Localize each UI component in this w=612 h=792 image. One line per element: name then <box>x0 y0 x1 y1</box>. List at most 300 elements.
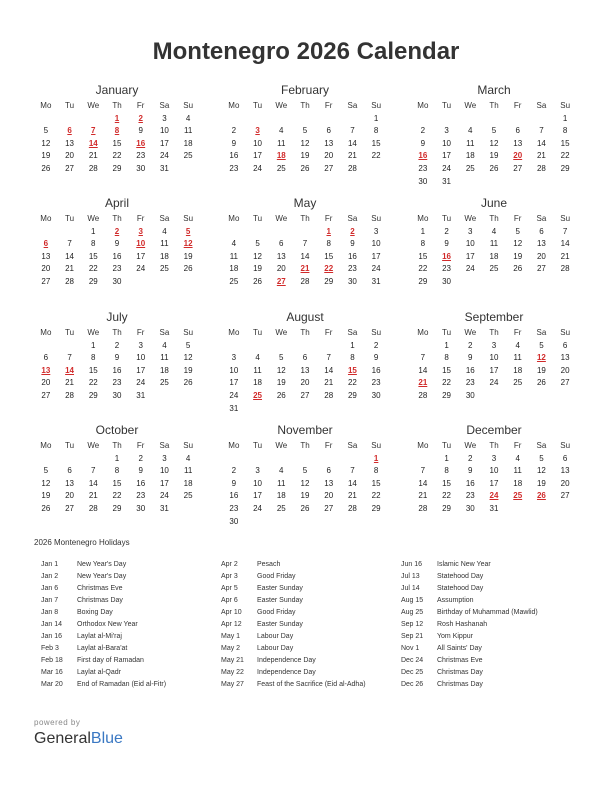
holiday-row <box>41 643 166 655</box>
day-cell: 4 <box>162 340 167 350</box>
month-days-grid <box>34 327 200 403</box>
holiday-day-cell: 2 <box>114 226 120 236</box>
day-cell: 11 <box>183 466 193 476</box>
day-cell: 18 <box>276 491 286 501</box>
holiday-column <box>221 559 366 691</box>
day-cell: 14 <box>324 365 334 375</box>
empty-cell <box>293 340 317 353</box>
day-cell: 6 <box>326 466 331 476</box>
holiday-row <box>221 571 366 583</box>
day-cell: 21 <box>88 151 98 161</box>
weekday-header: Su <box>371 101 382 110</box>
day-cell: 28 <box>536 163 546 173</box>
day-cell: 1 <box>91 340 96 350</box>
day-cell: 1 <box>91 226 96 236</box>
day-cell: 22 <box>371 151 381 161</box>
day-cell: 12 <box>183 353 193 363</box>
day-cell: 5 <box>302 126 308 136</box>
day-cell: 11 <box>277 138 286 148</box>
weekday-header: Su <box>183 214 194 223</box>
day-cell: 24 <box>489 378 499 388</box>
day-cell: 8 <box>562 126 568 136</box>
holiday-name: Assumption <box>437 597 474 604</box>
empty-cell <box>34 226 58 239</box>
weekday-header: Tu <box>65 441 75 450</box>
month-days-grid <box>222 327 388 415</box>
weekday-header: We <box>275 101 288 110</box>
holiday-name: Independence Day <box>257 657 316 664</box>
holiday-date: Dec 25 <box>401 669 424 676</box>
weekday-header: We <box>275 328 288 337</box>
day-cell: 7 <box>67 239 72 249</box>
weekday-header: Mo <box>40 101 52 110</box>
day-cell: 11 <box>160 353 169 363</box>
weekday-header: Th <box>112 214 122 223</box>
weekday-header: Th <box>300 328 310 337</box>
day-cell: 8 <box>91 353 96 363</box>
day-cell: 16 <box>136 478 146 488</box>
day-cell: 14 <box>418 478 428 488</box>
month-name: November <box>277 423 333 437</box>
holiday-name: Laylat al-Mi'raj <box>77 633 122 640</box>
weekday-header: Mo <box>40 328 52 337</box>
day-cell: 11 <box>466 138 475 148</box>
day-cell: 20 <box>560 365 570 375</box>
day-cell: 17 <box>489 478 499 488</box>
holiday-date: Jan 8 <box>41 609 59 616</box>
holiday-row <box>221 595 366 607</box>
day-cell: 5 <box>43 126 49 136</box>
day-cell: 15 <box>88 251 98 261</box>
day-cell: 5 <box>302 466 308 476</box>
day-cell: 19 <box>183 251 193 261</box>
holiday-day-cell: 22 <box>324 264 334 274</box>
day-cell: 17 <box>489 365 499 375</box>
holiday-date: Nov 1 <box>401 645 420 652</box>
weekday-header: Mo <box>417 328 429 337</box>
day-cell: 11 <box>489 239 499 249</box>
day-cell: 7 <box>420 466 426 476</box>
empty-cell <box>530 113 554 126</box>
day-cell: 5 <box>255 239 260 249</box>
holiday-day-cell: 25 <box>253 390 263 400</box>
weekday-header: Tu <box>253 328 263 337</box>
day-cell: 15 <box>560 138 570 148</box>
holiday-name: Christmas Day <box>437 669 483 676</box>
holiday-row <box>221 583 366 595</box>
empty-cell <box>222 340 246 353</box>
day-cell: 28 <box>560 264 570 274</box>
day-cell: 6 <box>43 353 49 363</box>
day-cell: 21 <box>418 491 428 501</box>
day-cell: 24 <box>253 503 263 513</box>
empty-cell <box>222 226 246 239</box>
day-cell: 28 <box>88 503 98 513</box>
holiday-row <box>41 679 166 691</box>
day-cell: 9 <box>138 466 143 476</box>
weekday-header: Sa <box>536 214 547 223</box>
day-cell: 12 <box>536 466 546 476</box>
month-name: June <box>480 196 508 210</box>
day-cell: 20 <box>560 478 570 488</box>
holiday-day-cell: 1 <box>326 226 331 236</box>
holiday-date: Jun 16 <box>401 561 423 568</box>
holiday-row <box>401 595 538 607</box>
day-cell: 23 <box>347 264 357 274</box>
empty-cell <box>58 340 82 353</box>
weekday-header: Fr <box>324 328 333 337</box>
day-cell: 25 <box>513 378 523 388</box>
day-cell: 25 <box>489 264 499 274</box>
day-cell: 26 <box>276 390 286 400</box>
day-cell: 20 <box>300 378 310 388</box>
day-cell: 21 <box>324 378 334 388</box>
day-cell: 22 <box>442 378 452 388</box>
day-cell: 10 <box>159 466 169 476</box>
weekday-header: Tu <box>253 214 263 223</box>
empty-cell <box>269 113 293 126</box>
holiday-day-cell: 16 <box>136 138 146 148</box>
holiday-day-cell: 26 <box>536 491 546 501</box>
weekday-header: Th <box>112 101 122 110</box>
day-cell: 28 <box>418 390 428 400</box>
page-title: Montenegro 2026 Calendar <box>152 38 460 65</box>
day-cell: 27 <box>513 163 523 173</box>
day-cell: 2 <box>231 466 237 476</box>
day-cell: 15 <box>88 365 98 375</box>
day-cell: 19 <box>536 478 546 488</box>
day-cell: 9 <box>231 478 237 488</box>
month-days-grid <box>222 213 388 289</box>
day-cell: 21 <box>65 378 75 388</box>
holiday-name: Easter Sunday <box>257 597 303 604</box>
day-cell: 7 <box>350 466 355 476</box>
day-cell: 11 <box>277 478 286 488</box>
month-january <box>34 82 200 176</box>
holiday-day-cell: 12 <box>536 353 546 363</box>
weekday-header: We <box>87 101 100 110</box>
day-cell: 24 <box>136 378 146 388</box>
day-cell: 3 <box>373 226 379 236</box>
holiday-name: Boxing Day <box>77 609 113 616</box>
day-cell: 2 <box>468 453 473 463</box>
month-days-grid <box>34 100 200 176</box>
holiday-date: May 1 <box>221 633 241 640</box>
day-cell: 20 <box>65 491 75 501</box>
holiday-day-cell: 6 <box>67 126 72 136</box>
weekday-header: Th <box>300 441 310 450</box>
month-days-grid <box>222 100 388 176</box>
brand-logo[interactable] <box>34 730 123 748</box>
day-cell: 3 <box>162 113 167 123</box>
empty-cell <box>81 453 105 466</box>
day-cell: 13 <box>300 365 310 375</box>
holiday-row <box>401 559 538 571</box>
day-cell: 17 <box>159 138 169 148</box>
weekday-header: Mo <box>417 441 429 450</box>
day-cell: 9 <box>444 239 449 249</box>
day-cell: 30 <box>136 163 146 173</box>
day-cell: 16 <box>229 151 239 161</box>
day-cell: 8 <box>114 466 120 476</box>
day-cell: 18 <box>489 251 499 261</box>
day-cell: 12 <box>489 138 499 148</box>
empty-cell <box>81 113 105 126</box>
day-cell: 7 <box>302 239 308 249</box>
empty-cell <box>341 453 365 466</box>
day-cell: 2 <box>114 340 120 350</box>
day-cell: 9 <box>468 466 473 476</box>
day-cell: 18 <box>183 478 193 488</box>
holiday-day-cell: 7 <box>91 126 96 136</box>
day-cell: 10 <box>489 353 499 363</box>
day-cell: 26 <box>183 264 193 274</box>
holiday-day-cell: 6 <box>43 239 49 249</box>
day-cell: 23 <box>112 378 122 388</box>
empty-cell <box>246 226 270 239</box>
day-cell: 5 <box>539 340 544 350</box>
holiday-name: Islamic New Year <box>437 561 491 568</box>
month-days-grid <box>411 213 577 289</box>
day-cell: 22 <box>347 378 357 388</box>
day-cell: 1 <box>114 453 120 463</box>
holiday-date: Dec 24 <box>401 657 424 664</box>
day-cell: 27 <box>300 390 310 400</box>
day-cell: 1 <box>562 113 568 123</box>
weekday-header: Su <box>183 441 194 450</box>
day-cell: 17 <box>159 478 169 488</box>
day-cell: 13 <box>41 251 51 261</box>
holiday-day-cell: 18 <box>276 151 286 161</box>
holiday-row <box>401 583 538 595</box>
weekday-header: Th <box>112 328 122 337</box>
day-cell: 13 <box>65 138 75 148</box>
empty-cell <box>246 113 270 126</box>
day-cell: 11 <box>253 365 262 375</box>
weekday-header: Tu <box>65 101 75 110</box>
day-cell: 26 <box>536 378 546 388</box>
day-cell: 24 <box>465 264 475 274</box>
day-cell: 19 <box>300 491 310 501</box>
day-cell: 18 <box>253 378 263 388</box>
day-cell: 13 <box>560 353 570 363</box>
day-cell: 13 <box>560 466 570 476</box>
weekday-header: Sa <box>536 441 547 450</box>
day-cell: 1 <box>350 340 355 350</box>
month-march <box>411 82 577 188</box>
day-cell: 24 <box>159 491 169 501</box>
day-cell: 10 <box>489 466 499 476</box>
day-cell: 27 <box>560 378 570 388</box>
day-cell: 4 <box>279 466 284 476</box>
holiday-name: Good Friday <box>257 573 296 580</box>
weekday-header: Th <box>489 328 499 337</box>
day-cell: 14 <box>300 251 310 261</box>
day-cell: 4 <box>185 113 191 123</box>
holiday-row <box>221 679 366 691</box>
day-cell: 25 <box>183 491 193 501</box>
day-cell: 8 <box>444 466 449 476</box>
day-cell: 23 <box>418 163 428 173</box>
holiday-row <box>221 619 366 631</box>
day-cell: 28 <box>347 503 357 513</box>
day-cell: 15 <box>442 365 452 375</box>
day-cell: 10 <box>253 478 263 488</box>
weekday-header: Su <box>183 101 194 110</box>
day-cell: 23 <box>136 151 146 161</box>
empty-cell <box>34 340 58 353</box>
day-cell: 18 <box>513 365 523 375</box>
holiday-name: Christmas Eve <box>77 585 123 592</box>
holiday-row <box>41 631 166 643</box>
weekday-header: Sa <box>159 328 170 337</box>
day-cell: 12 <box>41 138 51 148</box>
holiday-date: Mar 20 <box>41 681 63 688</box>
day-cell: 22 <box>371 491 381 501</box>
holiday-day-cell: 5 <box>185 226 191 236</box>
holiday-row <box>41 559 166 571</box>
empty-cell <box>34 453 58 466</box>
weekday-header: We <box>464 101 477 110</box>
holiday-date: Aug 15 <box>401 597 424 604</box>
holiday-date: Apr 2 <box>221 561 238 568</box>
day-cell: 28 <box>65 276 75 286</box>
day-cell: 26 <box>489 163 499 173</box>
day-cell: 27 <box>65 503 75 513</box>
day-cell: 20 <box>324 491 334 501</box>
holiday-name: Statehood Day <box>437 585 484 592</box>
day-cell: 9 <box>114 239 120 249</box>
day-cell: 29 <box>442 390 452 400</box>
day-cell: 3 <box>255 466 260 476</box>
day-cell: 3 <box>138 340 143 350</box>
day-cell: 2 <box>444 226 449 236</box>
weekday-header: We <box>275 214 288 223</box>
day-cell: 8 <box>444 353 449 363</box>
weekday-header: We <box>464 328 477 337</box>
empty-cell <box>435 113 459 126</box>
holiday-date: Jan 2 <box>41 573 59 580</box>
day-cell: 13 <box>324 478 334 488</box>
weekday-header: We <box>275 441 288 450</box>
month-days-grid <box>411 440 577 516</box>
holiday-name: End of Ramadan (Eid al-Fitr) <box>77 681 167 688</box>
day-cell: 18 <box>159 251 169 261</box>
weekday-header: Su <box>371 328 382 337</box>
day-cell: 22 <box>112 491 122 501</box>
weekday-header: Tu <box>442 328 452 337</box>
holiday-day-cell: 15 <box>347 365 357 375</box>
day-cell: 30 <box>136 503 146 513</box>
day-cell: 19 <box>300 151 310 161</box>
day-cell: 10 <box>159 126 169 136</box>
holiday-row <box>41 607 166 619</box>
day-cell: 21 <box>347 151 357 161</box>
day-cell: 26 <box>41 503 51 513</box>
day-cell: 4 <box>468 126 473 136</box>
weekday-header: Sa <box>347 101 358 110</box>
day-cell: 18 <box>183 138 193 148</box>
day-cell: 30 <box>112 276 122 286</box>
day-cell: 27 <box>41 390 51 400</box>
brand-blue: Blue <box>90 730 123 747</box>
day-cell: 18 <box>229 264 239 274</box>
month-april <box>34 195 200 289</box>
day-cell: 17 <box>442 151 452 161</box>
day-cell: 6 <box>279 239 284 249</box>
holiday-date: May 22 <box>221 669 244 676</box>
day-cell: 5 <box>279 353 284 363</box>
holiday-date: Jul 14 <box>401 585 420 592</box>
day-cell: 13 <box>324 138 334 148</box>
holiday-row <box>41 667 166 679</box>
weekday-header: Su <box>183 328 194 337</box>
day-cell: 20 <box>324 151 334 161</box>
weekday-header: Mo <box>40 214 52 223</box>
day-cell: 22 <box>442 491 452 501</box>
day-cell: 29 <box>88 390 98 400</box>
day-cell: 13 <box>65 478 75 488</box>
day-cell: 17 <box>136 251 146 261</box>
weekday-header: Fr <box>136 214 145 223</box>
holiday-date: Jan 7 <box>41 597 59 604</box>
empty-cell <box>317 453 341 466</box>
holiday-date: Jul 13 <box>401 573 420 580</box>
weekday-header: Tu <box>253 441 263 450</box>
day-cell: 19 <box>536 365 546 375</box>
holiday-date: Apr 12 <box>221 621 242 628</box>
day-cell: 10 <box>229 365 239 375</box>
holiday-name: New Year's Day <box>77 573 127 580</box>
holiday-row <box>41 571 166 583</box>
day-cell: 26 <box>513 264 523 274</box>
day-cell: 8 <box>326 239 331 249</box>
weekday-header: Su <box>560 441 571 450</box>
day-cell: 11 <box>160 239 169 249</box>
day-cell: 31 <box>442 176 452 186</box>
day-cell: 6 <box>562 453 568 463</box>
day-cell: 9 <box>231 138 237 148</box>
holiday-row <box>41 583 166 595</box>
holiday-name: Christmas Day <box>77 597 123 604</box>
empty-cell <box>411 340 435 353</box>
empty-cell <box>293 113 317 126</box>
day-cell: 4 <box>162 226 167 236</box>
day-cell: 16 <box>229 491 239 501</box>
day-cell: 2 <box>468 340 473 350</box>
day-cell: 4 <box>279 126 284 136</box>
holiday-day-cell: 2 <box>350 226 355 236</box>
day-cell: 11 <box>183 126 193 136</box>
holiday-day-cell: 24 <box>489 491 499 501</box>
day-cell: 4 <box>255 353 260 363</box>
day-cell: 3 <box>491 453 497 463</box>
day-cell: 29 <box>371 503 381 513</box>
month-name: April <box>104 196 129 210</box>
empty-cell <box>58 226 82 239</box>
day-cell: 30 <box>465 503 475 513</box>
weekday-header: Sa <box>536 328 547 337</box>
month-name: December <box>466 423 522 437</box>
day-cell: 24 <box>442 163 452 173</box>
weekday-header: Mo <box>228 101 240 110</box>
holiday-name: New Year's Day <box>77 561 127 568</box>
day-cell: 4 <box>515 340 520 350</box>
day-cell: 8 <box>373 126 379 136</box>
day-cell: 22 <box>418 264 428 274</box>
weekday-header: Th <box>112 441 122 450</box>
holiday-name: Birthday of Muhammad (Mawlid) <box>437 609 538 616</box>
